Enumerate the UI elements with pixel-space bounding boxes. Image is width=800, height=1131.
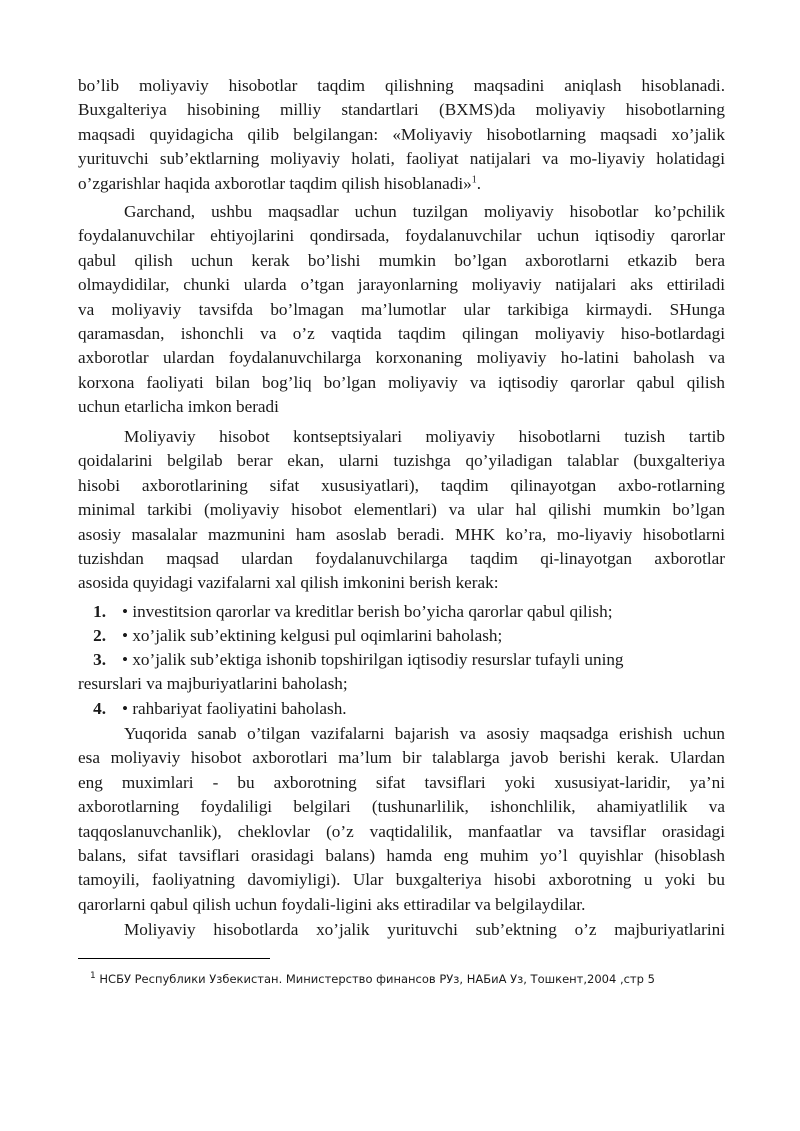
text-line: taqqoslanuvchanlik), cheklovlar (o’z vaqtidalilik, manfaatlar va tavsiflar orasidagi: [78, 821, 725, 841]
text-line: bo’lib moliyaviy hisobotlar taqdim qilishning maqsadini aniqlash hisoblanadi.: [78, 76, 725, 95]
text-line: tamoyili, faoliyatning davomiyligi). Ular buxgalteriya hisobi axborotning u yoki bu: [78, 870, 725, 890]
text-line: yurituvchi sub’ektlarning moliyaviy holati, faoliyat natijalari va mo-liyaviy holatidagi: [78, 149, 725, 169]
text-line: foydalanuvchilar ehtiyojlarini qondirsada, foydalanuvchilar uchun iqtisodiy qarorlar: [78, 226, 725, 246]
footnote-reference: 1: [471, 173, 477, 185]
text-line: Moliyaviy hisobotlarda xo’jalik yurituvchi sub’ektning o’z majburiyatlarini: [124, 920, 725, 939]
paragraph-4: [78, 722, 725, 917]
footnote-text: НСБУ Республики Узбекистан. Министерство финансов РУз, НАБиА Уз, Тошкент,2004 ,стр 5: [99, 972, 655, 986]
list-text: • rahbariyat faoliyatini baholash.: [122, 699, 347, 718]
list-text: • investitsion qarorlar va kreditlar berish bo’yicha qarorlar qabul qilish;: [122, 602, 613, 621]
text-line: olmaydidilar, chunki ularda o’tgan jarayonlarning moliyaviy natijalari aks ettiriladi: [78, 275, 725, 295]
text-fragment: o’zgarishlar haqida axborotlar taqdim qilish hisoblanadi»: [78, 173, 472, 193]
paragraph-2: [78, 200, 725, 420]
text-line: asosida quyidagi vazifalarni xal qilish imkonini berish kerak:: [78, 573, 499, 593]
text-line: eng muximlari - bu axborotning sifat tavsiflari yoki xususiyat-laridir, ya’ni: [78, 772, 725, 792]
text-line: Buxgalteriya hisobining milliy standartlari (BXMS)da moliyaviy hisobotlarning: [78, 100, 725, 120]
text-line: axborotlar ulardan foydalanuvchilarga korxonaning moliyaviy ho-latini baholash va: [78, 348, 725, 368]
text-line: Moliyaviy hisobot kontseptsiyalari moliyaviy hisobotlarni tuzish tartib: [124, 427, 725, 446]
text-line: uchun etarlicha imkon beradi: [78, 397, 279, 417]
text-line: axborotlarning foydaliligi belgilari (tushunarlilik, ishonchlilik, ahamiyatlilik va: [78, 797, 725, 817]
footnote-separator: [78, 958, 270, 959]
paragraph-5: [78, 918, 725, 942]
text-line: qoidalarini belgilab berar ekan, ularni tuzishga qo’yiladigan talablar (buxgalteriya: [78, 451, 725, 471]
text-line: tuzishdan maqsad ulardan foydalanuvchilarga taqdim qi-linayotgan axborotlar: [78, 548, 725, 568]
text-line: qaramasdan, ishonchli va o’z vaqtida taqdim qilingan moliyaviy hiso-botlardagi: [78, 323, 725, 343]
list-item: [78, 697, 725, 721]
text-line: qarorlarni qabul qilish uchun foydali-ligini aks ettiradilar va belgilaydilar.: [78, 894, 586, 914]
text-line: Yuqorida sanab o’tilgan vazifalarni bajarish va asosiy maqsadga erishish uchun: [124, 724, 725, 743]
list-item: [78, 600, 725, 624]
list-number: 4.: [93, 699, 106, 718]
list-text: • xo’jalik sub’ektiga ishonib topshirilgan iqtisodiy resurslar tufayli uning: [122, 650, 624, 669]
text-line: maqsadi quyidagicha qilib belgilangan: «Moliyaviy hisobotlarning maqsadi xo’jalik: [78, 124, 725, 144]
text-line: balans, sifat tavsiflari orasidagi balans) hamda eng muhim yo’l quyishlar (hisoblash: [78, 845, 725, 865]
paragraph-3: [78, 425, 725, 596]
text-line: Garchand, ushbu maqsadlar uchun tuzilgan moliyaviy hisobotlar ko’pchilik: [124, 202, 725, 221]
list-text: resurslari va majburiyatlarini baholash;: [78, 674, 348, 693]
list-item: [78, 648, 725, 672]
text-fragment: .: [476, 173, 482, 193]
paragraph-1: [78, 74, 725, 196]
list-item-continuation: [78, 672, 725, 696]
text-line: korxona faoliyati bilan bog’liq bo’lgan moliyaviy va iqtisodiy qarorlar qabul qilish: [78, 372, 725, 392]
list-item: [78, 624, 725, 648]
text-line: [78, 172, 725, 196]
list-number: 3.: [93, 650, 106, 669]
text-line: esa moliyaviy hisobot axborotlari ma’lum bir talablarga javob berishi kerak. Ulardan: [78, 748, 725, 768]
footnote-mark: 1: [90, 971, 96, 982]
text-line: qabul qilish uchun kerak bo’lishi mumkin bo’lgan axborotlarni etkazib bera: [78, 250, 725, 270]
text-line: va moliyaviy tavsifda bo’lmagan ma’lumotlar ular tarkibiga kirmaydi. SHunga: [78, 299, 725, 319]
text-line: asosiy masalalar mazmunini ham asoslab beradi. MHK ko’ra, mo-liyaviy hisobotlarni: [78, 524, 725, 544]
list-text: • xo’jalik sub’ektining kelgusi pul oqimlarini baholash;: [122, 626, 503, 645]
list-number: 1.: [93, 602, 106, 621]
text-line: minimal tarkibi (moliyaviy hisobot elementlari) va ular hal qilishi mumkin bo’lgan: [78, 500, 725, 520]
list-number: 2.: [93, 626, 106, 645]
footnote: [90, 972, 655, 986]
text-line: hisobi axborotlarining sifat xususiyatlari), taqdim qilinayotgan axbo-rotlarning: [78, 475, 725, 495]
